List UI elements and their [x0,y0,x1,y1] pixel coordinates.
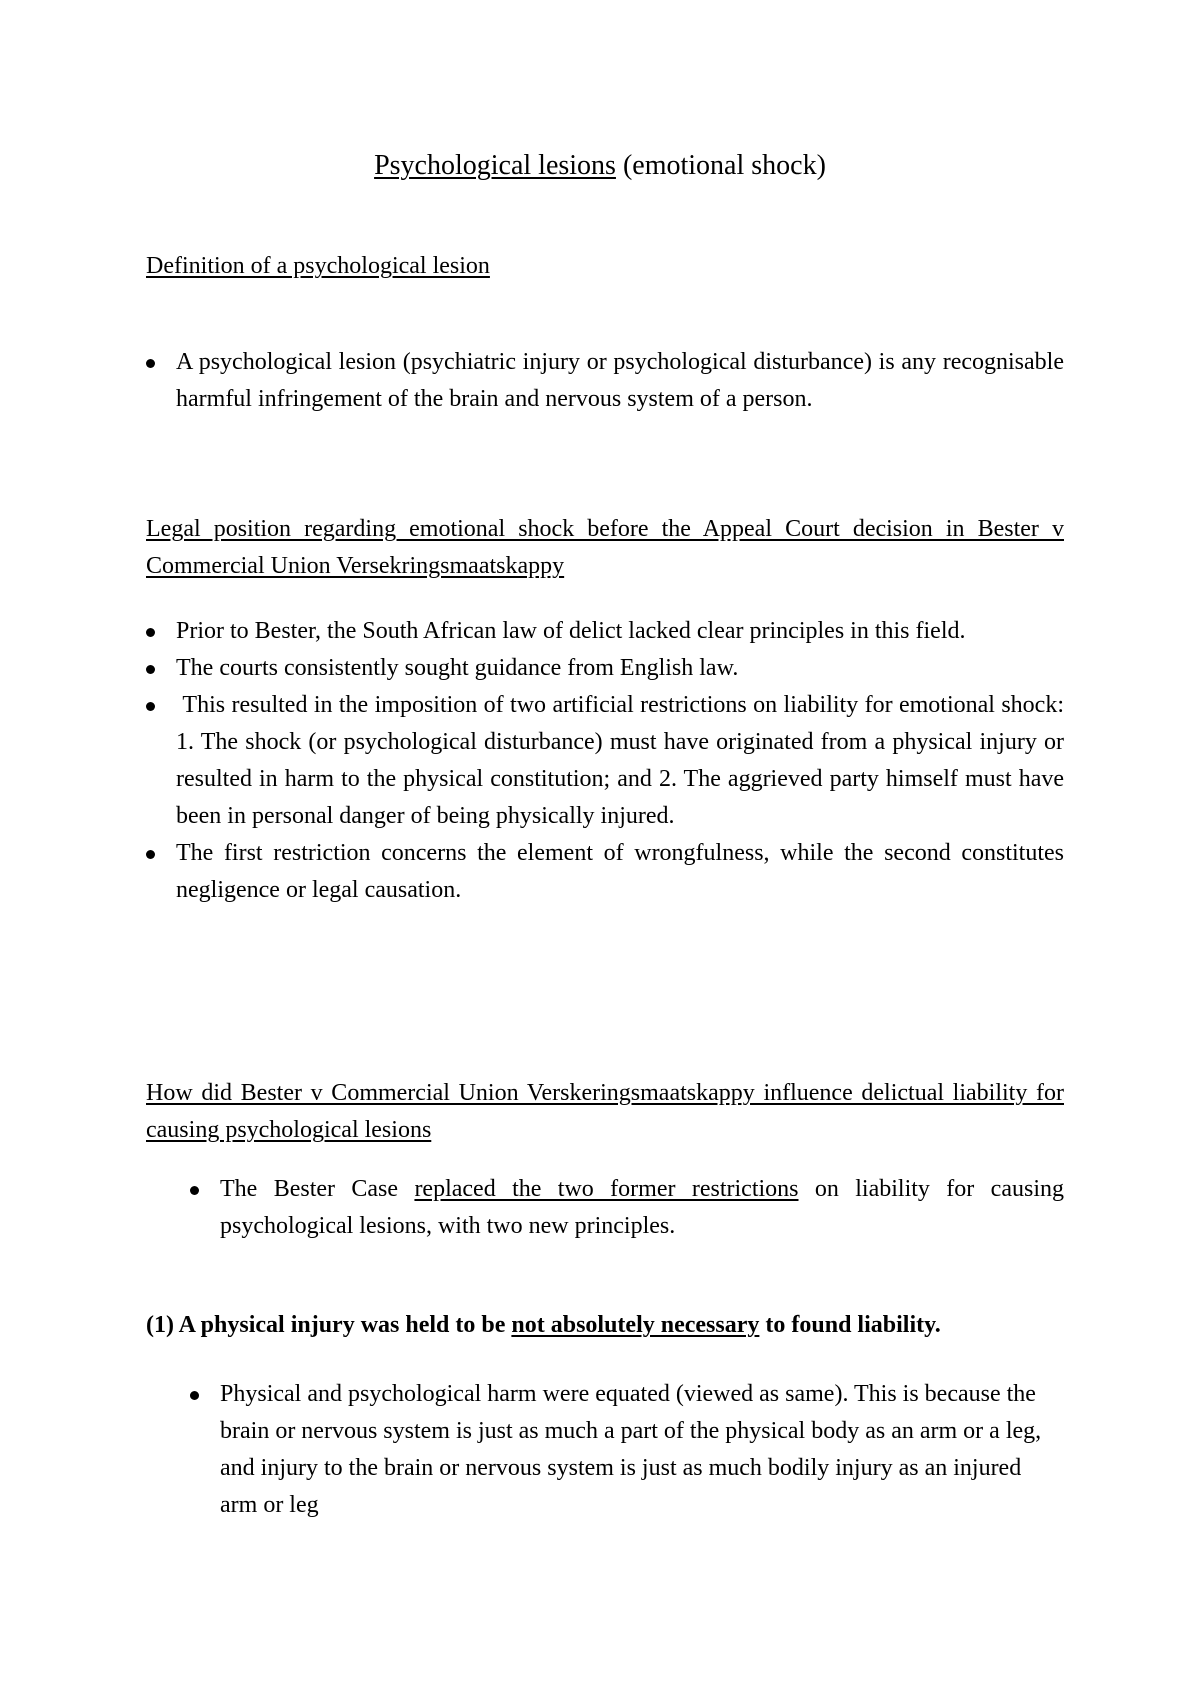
bullet-icon [146,359,155,368]
page-title-underlined: Psychological lesions [374,150,616,181]
section-heading-legal-position: Legal position regarding emotional shock before the Appeal Court decision in Bester v Commercial Union Versekringsmaatskappy [146,516,1064,579]
principle-1-bullet-list [190,1376,1064,1524]
section-heading-bester-influence: How did Bester v Commercial Union Verskeringsmaatskappy influence delictual liability for causing psychological lesions [146,1080,1064,1143]
list-item: Physical and psychological harm were equated (viewed as same). This is because the brain or nervous system is just as much a part of the physical body as an arm or a leg, and injury to the brain or nervous system is just as much bodily injury as an injured arm or leg [190,1376,1064,1524]
bullet-icon [146,850,155,859]
list-item: Prior to Bester, the South African law of delict lacked clear principles in this field. [146,613,1064,650]
bullet-icon [146,628,155,637]
bullet-icon [146,702,155,711]
bester-influence-bullet-list [190,1171,1064,1245]
list-item: A psychological lesion (psychiatric injury or psychological disturbance) is any recognisable harmful infringement of the brain and nervous system of a person. [146,344,1064,418]
bullet-icon [190,1391,199,1400]
list-item: The first restriction concerns the element of wrongfulness, while the second constitutes negligence or legal causation. [146,835,1064,909]
principle-1-heading: (1) A physical injury was held to be not absolutely necessary to found liability. [146,1312,941,1338]
definition-bullet-list [146,344,1064,418]
legal-position-bullet-list [146,613,1071,909]
list-item: This resulted in the imposition of two artificial restrictions on liability for emotional shock: 1. The shock (or psychological disturbance) must have originated from a physical injury or resulted in harm to the physical constitution; and 2. The aggrieved party himself must have been in personal danger of being physically injured. [146,687,1064,835]
list-item: The courts consistently sought guidance from English law. [146,650,1064,687]
page-title [0,146,1200,186]
page-title-rest: (emotional shock) [615,150,826,181]
principle-1-number: (1) [146,1312,174,1338]
bullet-icon [190,1186,199,1195]
bullet-icon [146,665,155,674]
list-item: The Bester Case replaced the two former restrictions on liability for causing psychological lesions, with two new principles. [190,1171,1064,1245]
section-heading-definition: Definition of a psychological lesion [146,253,490,279]
